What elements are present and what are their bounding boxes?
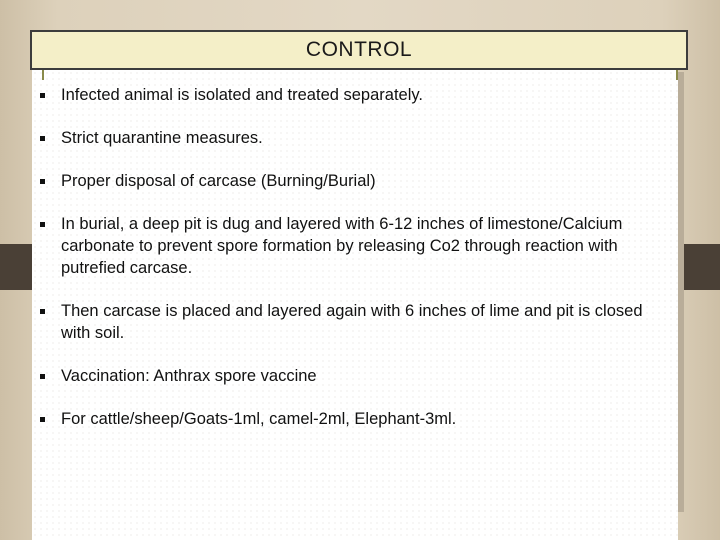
bullet-list bbox=[40, 84, 660, 430]
bullet-text: Proper disposal of carcase (Burning/Burial) bbox=[61, 172, 376, 190]
bullet-item bbox=[40, 127, 660, 149]
bullet-item bbox=[40, 408, 660, 430]
square-bullet-icon bbox=[40, 222, 45, 227]
slide-title: CONTROL bbox=[305, 38, 413, 61]
square-bullet-icon bbox=[40, 179, 45, 184]
square-bullet-icon bbox=[40, 136, 45, 141]
bullet-text: For cattle/sheep/Goats-1ml, camel-2ml, Elephant-3ml. bbox=[61, 410, 457, 428]
divider-tick-left bbox=[42, 70, 44, 80]
bullet-text: Vaccination: Anthrax spore vaccine bbox=[61, 367, 317, 385]
bullet-text: Strict quarantine measures. bbox=[61, 129, 263, 147]
square-bullet-icon bbox=[40, 309, 45, 314]
bullet-text: Infected animal is isolated and treated separately. bbox=[61, 86, 423, 104]
bullet-item bbox=[40, 170, 660, 192]
bullet-item bbox=[40, 365, 660, 387]
bullet-text: In burial, a deep pit is dug and layered with 6-12 inches of limestone/Calcium carbonate to prevent spore formation by releasing Co2 through reaction with putrefied carcase. bbox=[61, 215, 623, 277]
bullet-item bbox=[40, 300, 660, 344]
divider-tick-right bbox=[676, 70, 678, 80]
title-bar bbox=[30, 30, 688, 70]
square-bullet-icon bbox=[40, 374, 45, 379]
square-bullet-icon bbox=[40, 417, 45, 422]
bullet-item bbox=[40, 84, 660, 106]
square-bullet-icon bbox=[40, 93, 45, 98]
bullet-item bbox=[40, 213, 660, 279]
bullet-text: Then carcase is placed and layered again with 6 inches of lime and pit is closed with soil. bbox=[61, 302, 643, 342]
